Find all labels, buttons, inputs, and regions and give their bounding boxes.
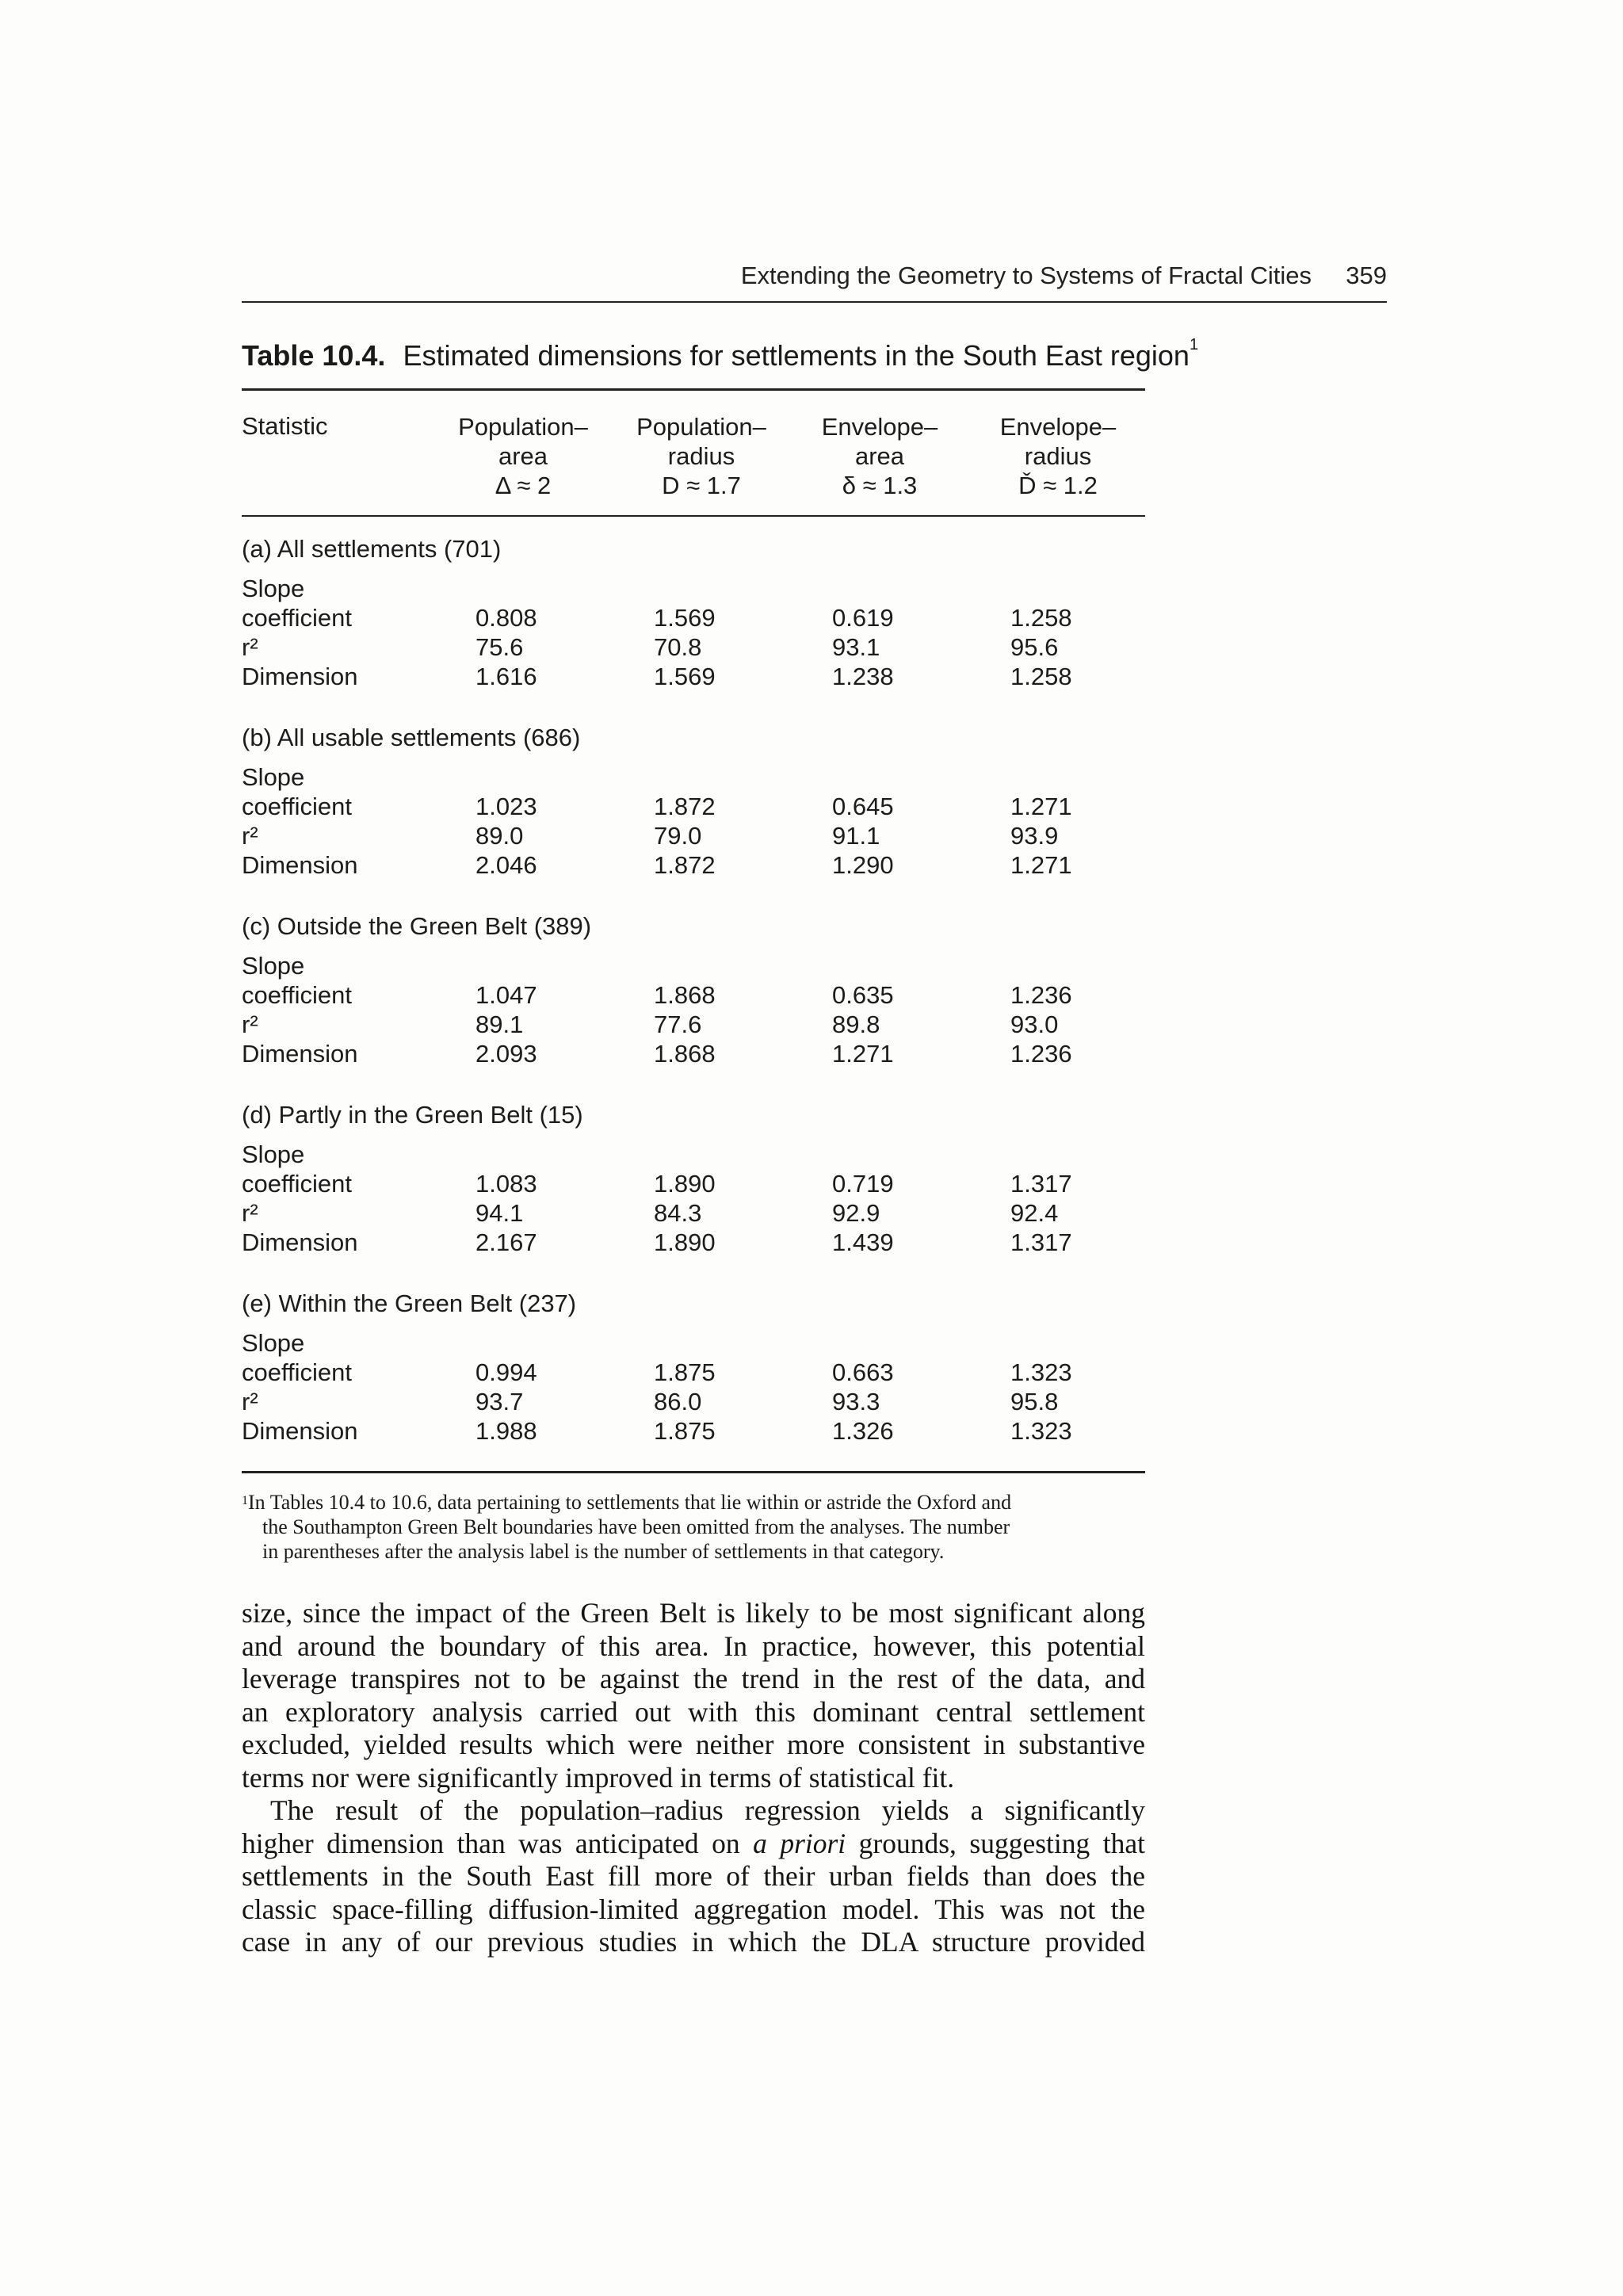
- table-cell: 1.988: [475, 1417, 537, 1445]
- col-header-line2: radius: [1024, 442, 1092, 470]
- table-cell: 1.317: [1010, 1170, 1072, 1198]
- table-cell: 1.569: [654, 663, 716, 690]
- row-label-slope: Slope: [242, 1329, 305, 1357]
- body-line: excluded, yielded results which were neither more consistent in substantive: [242, 1729, 1145, 1760]
- table-label: Table 10.4.: [242, 339, 386, 372]
- table-cell: 84.3: [654, 1199, 702, 1227]
- table-cell: 0.719: [832, 1170, 894, 1198]
- table-cell: 1.271: [1010, 851, 1072, 879]
- row-label-coefficient: coefficient: [242, 604, 353, 632]
- row-label-r2: r²: [242, 1010, 258, 1038]
- table-cell: 1.271: [1010, 793, 1072, 820]
- col-header-symbol: D ≈ 1.7: [662, 472, 741, 499]
- table-cell: 1.083: [475, 1170, 537, 1198]
- table-cell: 93.3: [832, 1388, 880, 1415]
- body-line: terms nor were significantly improved in terms of statistical fit.: [242, 1761, 955, 1794]
- table-cell: 0.663: [832, 1358, 894, 1386]
- section-title: (b) All usable settlements (686): [242, 724, 581, 751]
- body-line: settlements in the South East fill more of their urban fields than does the: [242, 1860, 1145, 1892]
- row-label-dimension: Dimension: [242, 1040, 358, 1068]
- row-label-coefficient: coefficient: [242, 1170, 353, 1198]
- table-cell: 0.808: [475, 604, 537, 632]
- table-cell: 92.4: [1010, 1199, 1059, 1227]
- table-cell: 2.167: [475, 1228, 537, 1256]
- body-line: and around the boundary of this area. In practice, however, this potential: [242, 1629, 1145, 1662]
- table-cell: 1.872: [654, 793, 716, 820]
- stub-header: Statistic: [242, 412, 328, 440]
- running-head-title: Extending the Geometry to Systems of Fractal Cities: [740, 262, 1312, 289]
- col-header-line1: Population–: [458, 413, 588, 441]
- col-header-line1: Envelope–: [999, 413, 1117, 441]
- table-cell: 1.872: [654, 851, 716, 879]
- row-label-dimension: Dimension: [242, 1228, 358, 1256]
- table-cell: 95.8: [1010, 1388, 1059, 1415]
- table-cell: 93.0: [1010, 1010, 1059, 1038]
- table-cell: 1.258: [1010, 663, 1072, 690]
- body-text-segment: higher dimension than was anticipated on: [242, 1827, 754, 1859]
- running-head: [242, 262, 1387, 303]
- table-cell: 1.236: [1010, 981, 1072, 1009]
- table-cell: 89.1: [475, 1010, 524, 1038]
- footnote-line: the Southampton Green Belt boundaries have been omitted from the analyses. The number: [262, 1515, 1010, 1538]
- table-cell: 1.317: [1010, 1228, 1072, 1256]
- table-cell: 1.290: [832, 851, 894, 879]
- row-label-slope: Slope: [242, 575, 305, 602]
- table-cell: 2.093: [475, 1040, 537, 1068]
- row-label-r2: r²: [242, 1199, 258, 1227]
- table-cell: 1.326: [832, 1417, 894, 1445]
- table-cell: 1.868: [654, 981, 716, 1009]
- col-header-symbol: Δ ≈ 2: [495, 472, 552, 499]
- row-label-r2: r²: [242, 1388, 258, 1415]
- column-header-population-area: [444, 412, 602, 500]
- row-label-r2: r²: [242, 633, 258, 661]
- table-cell: 77.6: [654, 1010, 702, 1038]
- row-label-coefficient: coefficient: [242, 1358, 353, 1386]
- table-cell: 91.1: [832, 822, 880, 850]
- table-cell: 1.875: [654, 1417, 716, 1445]
- table-cell: 93.1: [832, 633, 880, 661]
- row-label-coefficient: coefficient: [242, 981, 353, 1009]
- section-title: (d) Partly in the Green Belt (15): [242, 1101, 583, 1129]
- table-cell: 1.323: [1010, 1417, 1072, 1445]
- table-cell: 0.645: [832, 793, 894, 820]
- footnote-marker: 1: [242, 1494, 248, 1507]
- table-cell: 1.890: [654, 1228, 716, 1256]
- body-line: [242, 1828, 1145, 1861]
- table-cell: 89.0: [475, 822, 524, 850]
- col-header-symbol: Ď ≈ 1.2: [1018, 472, 1098, 499]
- col-header-line1: Population–: [636, 413, 766, 441]
- col-header-line2: area: [854, 442, 905, 470]
- column-header-envelope-area: [800, 412, 959, 500]
- table-cell: 1.875: [654, 1358, 716, 1386]
- row-label-coefficient: coefficient: [242, 793, 353, 820]
- footnote-text: In Tables 10.4 to 10.6, data pertaining to settlements that lie within or astride the Oxford and: [248, 1491, 1012, 1514]
- page-number: 359: [1346, 262, 1387, 289]
- table-cell: 94.1: [475, 1199, 524, 1227]
- body-line: an exploratory analysis carried out with this dominant central settlement: [242, 1695, 1145, 1728]
- col-header-line2: area: [498, 442, 548, 470]
- row-label-r2: r²: [242, 822, 258, 850]
- col-header-symbol: δ ≈ 1.3: [842, 472, 918, 499]
- table-cell: 93.9: [1010, 822, 1059, 850]
- table-bottom-rule: [242, 1471, 1145, 1473]
- table-cell: 1.616: [475, 663, 537, 690]
- section-title: (e) Within the Green Belt (237): [242, 1289, 577, 1317]
- body-line: The result of the population–radius regression yields a significantly: [270, 1794, 1145, 1826]
- table-cell: 70.8: [654, 633, 702, 661]
- table-top-rule: [242, 388, 1145, 391]
- table-cell: 0.994: [475, 1358, 537, 1386]
- table-cell: 1.890: [654, 1170, 716, 1198]
- body-text-segment: grounds, suggesting that: [846, 1827, 1145, 1859]
- row-label-dimension: Dimension: [242, 1417, 358, 1445]
- table-cell: 79.0: [654, 822, 702, 850]
- table-cell: 1.236: [1010, 1040, 1072, 1068]
- body-text: [242, 1597, 1145, 1959]
- body-line: case in any of our previous studies in which the DLA structure provided: [242, 1926, 1145, 1958]
- row-label-dimension: Dimension: [242, 663, 358, 690]
- table-cell: 0.619: [832, 604, 894, 632]
- col-header-line1: Envelope–: [821, 413, 938, 441]
- table-cell: 1.439: [832, 1228, 894, 1256]
- footnote-line: [242, 1490, 1145, 1515]
- body-line: classic space-filling diffusion-limited aggregation model. This was not the: [242, 1893, 1145, 1925]
- table-cell: 1.023: [475, 793, 537, 820]
- table-cell: 1.569: [654, 604, 716, 632]
- table-cell: 1.323: [1010, 1358, 1072, 1386]
- column-header-population-radius: [622, 412, 781, 500]
- row-label-slope: Slope: [242, 1140, 305, 1168]
- body-line: leverage transpires not to be against the trend in the rest of the data, and: [242, 1663, 1145, 1694]
- table-cell: 93.7: [475, 1388, 524, 1415]
- table-cell: 89.8: [832, 1010, 880, 1038]
- table-cell: 2.046: [475, 851, 537, 879]
- italic-phrase: a priori: [753, 1827, 846, 1859]
- table-cell: 1.868: [654, 1040, 716, 1068]
- table-caption: [242, 336, 1199, 372]
- table-cell: 0.635: [832, 981, 894, 1009]
- table-cell: 1.047: [475, 981, 537, 1009]
- caption-footnote-marker: 1: [1189, 336, 1199, 353]
- section-title: (a) All settlements (701): [242, 535, 502, 563]
- table-cell: 75.6: [475, 633, 524, 661]
- table-cell: 1.238: [832, 663, 894, 690]
- table-cell: 86.0: [654, 1388, 702, 1415]
- row-label-slope: Slope: [242, 952, 305, 980]
- table-cell: 95.6: [1010, 633, 1059, 661]
- table-caption-text: Estimated dimensions for settlements in the South East region: [403, 339, 1190, 372]
- table-cell: 1.271: [832, 1040, 894, 1068]
- table-footnote: [242, 1490, 1145, 1564]
- column-header-envelope-radius: [979, 412, 1137, 500]
- row-label-slope: Slope: [242, 763, 305, 791]
- section-title: (c) Outside the Green Belt (389): [242, 912, 592, 940]
- body-line: size, since the impact of the Green Belt is likely to be most significant along: [242, 1597, 1145, 1629]
- table-cell: 92.9: [832, 1199, 880, 1227]
- row-label-dimension: Dimension: [242, 851, 358, 879]
- table-cell: 1.258: [1010, 604, 1072, 632]
- col-header-line2: radius: [667, 442, 735, 470]
- table-header-rule: [242, 515, 1145, 517]
- footnote-line: in parentheses after the analysis label is the number of settlements in that category.: [262, 1540, 945, 1563]
